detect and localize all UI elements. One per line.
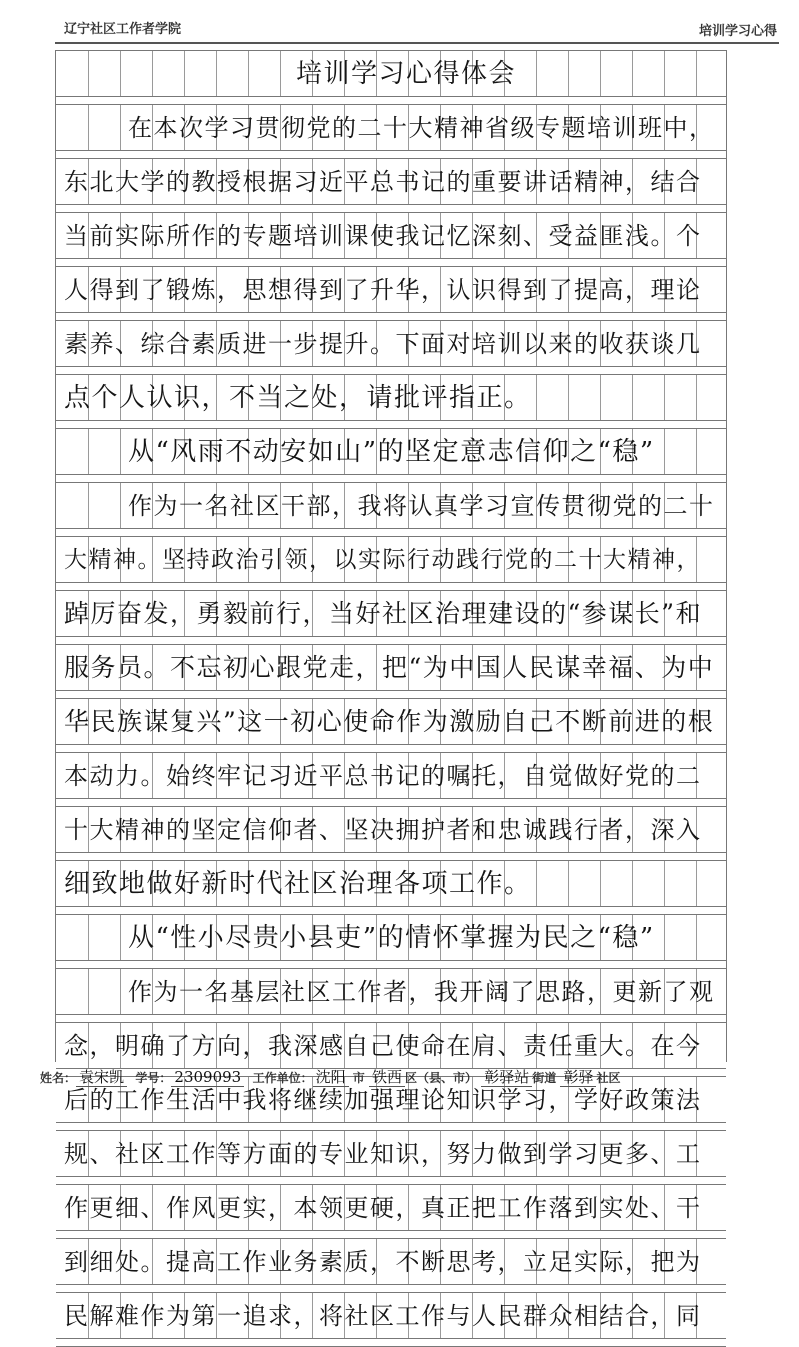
student-id-label: 学号： — [135, 1071, 172, 1085]
grid-row — [56, 321, 726, 367]
work-unit-label: 工作单位： — [252, 1071, 313, 1085]
community-suffix: 社区 — [596, 1071, 621, 1085]
essay-line: 华民族谋复兴”这一初心使命作为激励自己不断前进的根 — [64, 707, 715, 736]
essay-line: 作更细、作风更实，本领更硬，真正把工作落到实处、干 — [64, 1194, 702, 1222]
essay-line: 到细处。提高工作业务素质，不断思考，立足实际，把为 — [64, 1248, 702, 1276]
street-value: 彰驿站 — [481, 1068, 532, 1087]
essay-line: 东北大学的教授根据习近平总书记的重要讲话精神，结合 — [64, 168, 702, 196]
grid-row — [56, 267, 726, 313]
city-value: 沈阳 — [313, 1068, 349, 1087]
grid-row — [56, 591, 726, 637]
grid-row — [56, 645, 726, 691]
grid-row — [56, 483, 726, 529]
essay-line: 后的工作生活中我将继续加强理论知识学习，学好政策法 — [64, 1086, 702, 1114]
essay-line: 民解难作为第一追求，将社区工作与人民群众相结合，同 — [64, 1302, 702, 1330]
grid-row — [56, 861, 726, 907]
essay-line: 细致地做好新时代社区治理各项工作。 — [64, 869, 532, 899]
grid-row — [56, 1023, 726, 1069]
essay-line: 大精神。坚持政治引领，以实际行动践行党的二十大精神， — [64, 547, 701, 573]
essay-line: 踔厉奋发，勇毅前行，当好社区治理建设的“参谋长”和 — [64, 599, 703, 628]
essay-line: 从“风雨不动安如山”的坚定意志信仰之“稳” — [128, 437, 655, 467]
essay-line: 规、社区工作等方面的专业知识，努力做到学习更多、工 — [64, 1140, 702, 1168]
institute-name: 辽宁社区工作者学院 — [64, 22, 182, 37]
essay-line: 人得到了锻炼，思想得到了升华，认识得到了提高，理论 — [64, 276, 702, 304]
essay-line: 本动力。始终牢记习近平总书记的嘱托，自觉做好党的二 — [64, 762, 702, 790]
essay-line: 作为一名基层社区工作者，我开阔了思路，更新了观 — [128, 978, 715, 1006]
grid-row — [56, 807, 726, 853]
grid-row — [56, 969, 726, 1015]
grid-row — [56, 429, 726, 475]
document-type-label: 培训学习心得 — [698, 24, 777, 39]
student-info-footer — [40, 1066, 770, 1087]
grid-row — [56, 753, 726, 799]
grid-row — [56, 1131, 726, 1177]
essay-line: 从“性小尽贵小县吏”的情怀掌握为民之“稳” — [128, 923, 655, 953]
community-value: 彰驿 — [560, 1068, 596, 1087]
district-suffix: 区（县、市） — [405, 1071, 478, 1085]
essay-line: 点个人认识，不当之处，请批评指正。 — [64, 383, 532, 413]
grid-row — [56, 159, 726, 205]
grid-row-title — [56, 51, 726, 97]
grid-row — [56, 1239, 726, 1285]
city-suffix: 市 — [352, 1071, 365, 1085]
street-suffix: 街道 — [532, 1071, 557, 1085]
name-label: 姓名： — [40, 1071, 77, 1085]
student-id-value: 2309093 — [171, 1068, 244, 1087]
name-value: 袁宋凯 — [76, 1068, 127, 1087]
essay-line: 念，明确了方向，我深感自己使命在肩、责任重大。在今 — [64, 1032, 702, 1060]
district-value: 铁西 — [369, 1068, 405, 1087]
essay-line: 服务员。不忘初心跟党走，把“为中国人民谋幸福、为中 — [64, 653, 715, 682]
grid-row — [56, 105, 726, 151]
essay-line: 作为一名社区干部，我将认真学习宣传贯彻党的二十 — [128, 492, 715, 520]
essay-title: 培训学习心得体会 — [296, 59, 517, 89]
grid-row — [56, 915, 726, 961]
essay-line: 在本次学习贯彻党的二十大精神省级专题培训班中， — [128, 114, 715, 142]
essay-line: 素养、综合素质进一步提升。下面对培训以来的收获谈几 — [64, 330, 702, 358]
grid-row — [56, 375, 726, 421]
grid-row — [56, 699, 726, 745]
essay-line: 十大精神的坚定信仰者、坚决拥护者和忠诚践行者，深入 — [64, 816, 702, 844]
essay-line: 当前实际所作的专题培训课使我记忆深刻、受益匪浅。个 — [64, 222, 702, 250]
grid-row — [56, 537, 726, 583]
grid-row — [56, 1293, 726, 1339]
header-divider — [55, 42, 779, 44]
grid-row — [56, 1185, 726, 1231]
grid-row — [56, 213, 726, 259]
